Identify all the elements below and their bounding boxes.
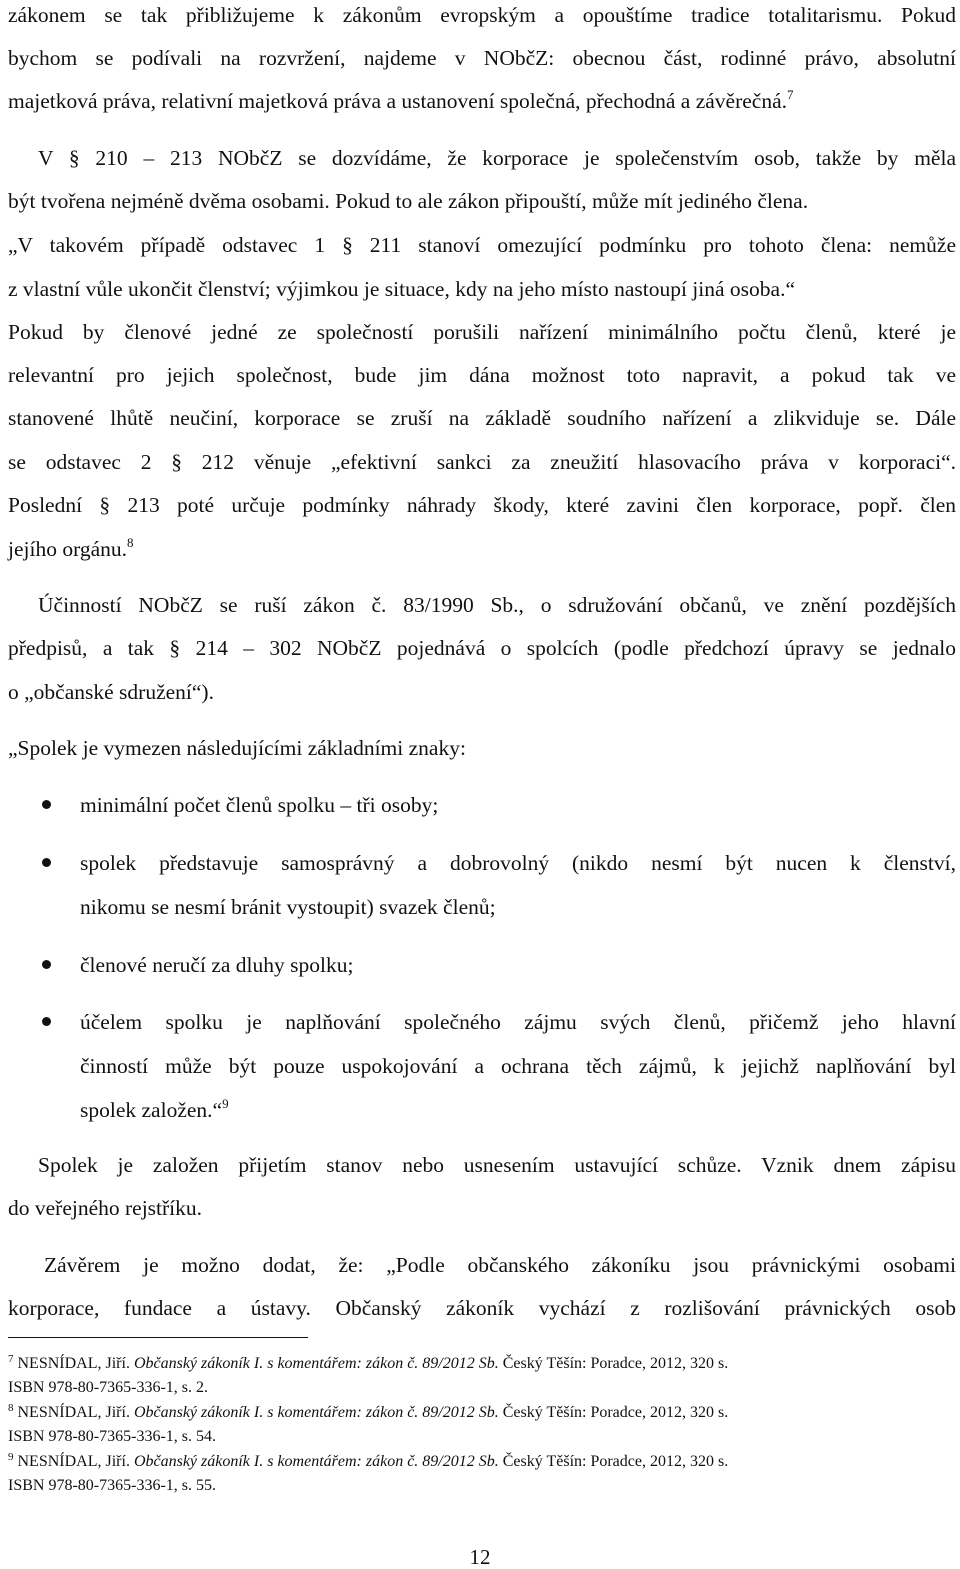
- text-line: se odstavec 2 § 212 věnuje „efektivní sankci za zneužití hlasovacího práva v korporaci“.: [8, 450, 956, 474]
- text-line: Poslední § 213 poté určuje podmínky náhrady škody, které zavini člen korporace, popř. člen: [8, 493, 956, 517]
- footnote: $^9$ NESNÍDAL, Jiří. Občanský zákoník I. s komentářem: zákon č. 89/2012 Sb. Český Těšín: Poradce, 2012, 320 s.: [8, 1451, 729, 1470]
- footnote-ref: 9: [222, 1096, 229, 1111]
- text-line: zákonem se tak přibližujeme k zákonům evropským a opouštíme tradice totalitarismu. Pokud: [8, 3, 956, 27]
- footnote: $^7$ NESNÍDAL, Jiří. Občanský zákoník I. s komentářem: zákon č. 89/2012 Sb. Český Těšín: Poradce, 2012, 320 s.: [8, 1353, 729, 1372]
- text-line: jejího orgánu.$^8$: [8, 535, 134, 561]
- footnote-ref: 8: [127, 535, 134, 550]
- list-item-continuation: spolek založen.“$^9$: [80, 1096, 229, 1122]
- text-line: z vlastní vůle ukončit členství; výjimkou je situace, kdy na jeho místo nastoupí jiná osoba.“: [8, 277, 795, 301]
- text-line: předpisů, a tak § 214 – 302 NObčZ pojednává o spolcích (podle předchozí úpravy se jednalo: [8, 636, 956, 660]
- text-line: V § 210 – 213 NObčZ se dozvídáme, že korporace je společenstvím osob, takže by měla: [38, 146, 956, 170]
- page-number: 12: [469, 1545, 491, 1569]
- text-line: Účinností NObčZ se ruší zákon č. 83/1990 Sb., o sdružování občanů, ve znění pozdějších: [38, 593, 956, 617]
- text-line: relevantní pro jejich společnost, bude jim dána možnost toto napravit, a pokud tak ve: [8, 363, 956, 387]
- list-item: minimální počet členů spolku – tři osoby;: [80, 793, 439, 817]
- text-line: „V takovém případě odstavec 1 § 211 stanoví omezující podmínku pro tohoto člena: nemůže: [8, 233, 956, 257]
- list-item-continuation: nikomu se nesmí bránit vystoupit) svazek členů;: [80, 895, 496, 919]
- text-line: „Spolek je vymezen následujícími základními znaky:: [8, 736, 466, 760]
- list-item: spolek představuje samosprávný a dobrovolný (nikdo nesmí být nucen k členství,: [80, 851, 956, 875]
- text-line: o „občanské sdružení“).: [8, 680, 214, 704]
- text-line: korporace, fundace a ústavy. Občanský zákoník vychází z rozlišování právnických osob: [8, 1296, 956, 1320]
- bullet-icon: [42, 800, 51, 809]
- text-line: stanovené lhůtě neučiní, korporace se zruší na základě soudního nařízení a zlikviduje se. Dále: [8, 406, 956, 430]
- list-item: účelem spolku je naplňování společného zájmu svých členů, přičemž jeho hlavní: [80, 1010, 956, 1034]
- bullet-icon: [42, 858, 51, 867]
- footnote-isbn: ISBN 978-80-7365-336-1, s. 55.: [8, 1477, 216, 1494]
- footnote: $^8$ NESNÍDAL, Jiří. Občanský zákoník I. s komentářem: zákon č. 89/2012 Sb. Český Těšín: Poradce, 2012, 320 s.: [8, 1402, 729, 1421]
- footnote-separator: [8, 1337, 308, 1338]
- footnote-ref: 7: [787, 87, 794, 102]
- list-item-continuation: činností může být pouze uspokojování a ochrana těch zájmů, k jejichž naplňování byl: [80, 1054, 956, 1078]
- text-line: bychom se podívali na rozvržení, najdeme v NObčZ: obecnou část, rodinné právo, absolutní: [8, 46, 956, 70]
- text-line: majetková práva, relativní majetková práva a ustanovení společná, přechodná a závěrečná.$^7$: [8, 87, 794, 113]
- text-line: Spolek je založen přijetím stanov nebo usnesením ustavující schůze. Vznik dnem zápisu: [38, 1153, 956, 1177]
- bullet-icon: [42, 960, 51, 969]
- text-line: Závěrem je možno dodat, že: „Podle občanského zákoníku jsou právnickými osobami: [44, 1253, 956, 1277]
- bullet-icon: [42, 1017, 51, 1026]
- text-line: být tvořena nejméně dvěma osobami. Pokud to ale zákon připouští, může mít jediného člena.: [8, 189, 809, 213]
- text-line: do veřejného rejstříku.: [8, 1196, 203, 1220]
- list-item: členové neručí za dluhy spolku;: [80, 953, 354, 977]
- footnote-isbn: ISBN 978-80-7365-336-1, s. 2.: [8, 1379, 208, 1396]
- footnote-isbn: ISBN 978-80-7365-336-1, s. 54.: [8, 1428, 216, 1445]
- text-line: Pokud by členové jedné ze společností porušili nařízení minimálního počtu členů, které je: [8, 320, 956, 344]
